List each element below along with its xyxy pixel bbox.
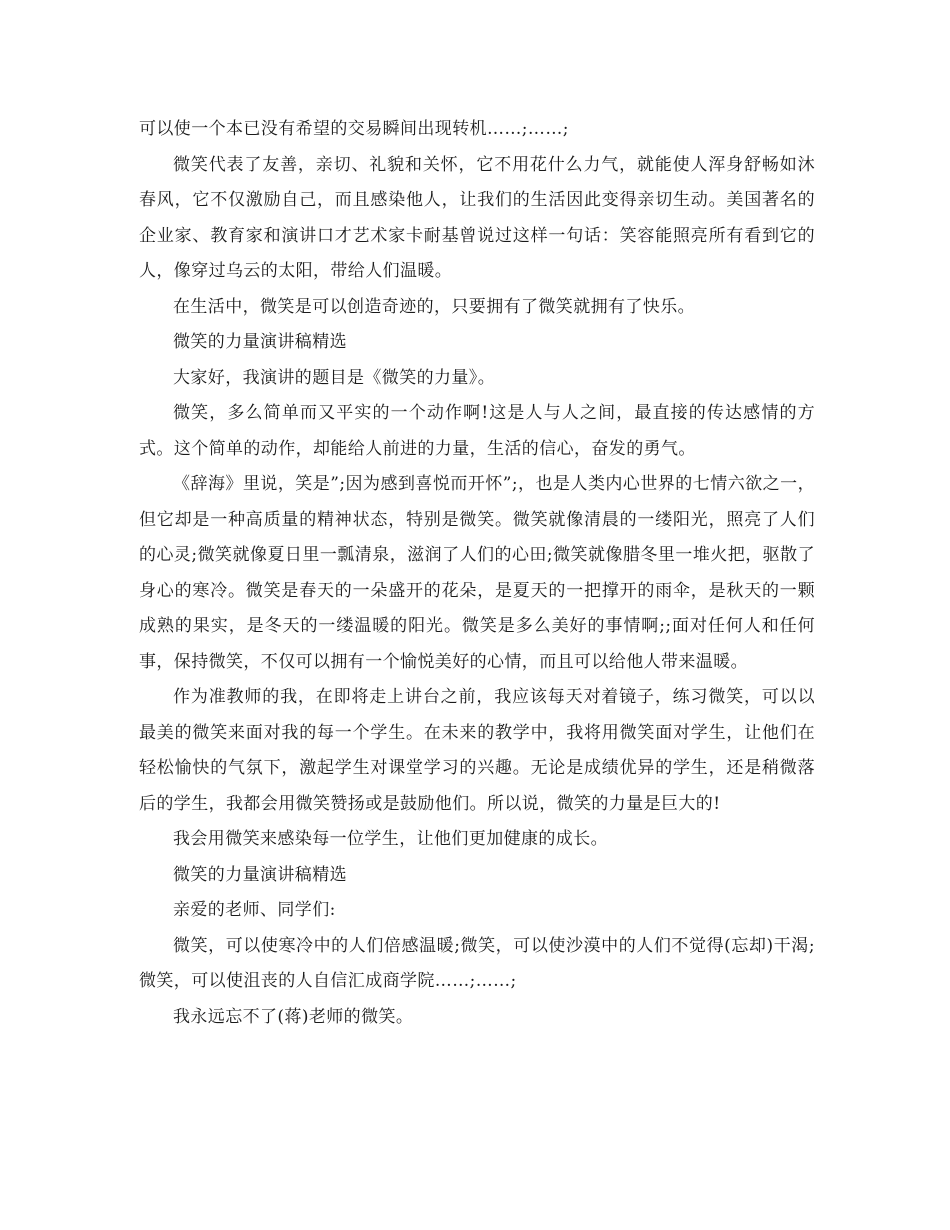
paragraph-smile-warmth: 微笑，可以使寒冷中的人们倍感温暖;微笑，可以使沙漠中的人们不觉得(忘却)干渴;微笑，可以使沮丧的人自信汇成商学院……;……; <box>139 935 815 991</box>
paragraph-remember-teacher: 我永远忘不了(蒋)老师的微笑。 <box>173 1006 414 1027</box>
paragraph-smile-miracle: 在生活中，微笑是可以创造奇迹的，只要拥有了微笑就拥有了快乐。 <box>173 296 695 317</box>
paragraph-teacher: 作为准教师的我，在即将走上讲台之前，我应该每天对着镜子，练习微笑，可以以最美的微笑来面对我的每一个学生。在未来的教学中，我将用微笑面对学生，让他们在轻松愉快的气氛下，激起学生对课堂学习的兴趣。无论是成绩优异的学生，还是稍微落后的学生，我都会用微笑赞扬或是鼓励他们。所以说，微笑的力量是巨大的! <box>139 687 815 814</box>
paragraph-continuation: 可以使一个本已没有希望的交易瞬间出现转机……;……; <box>139 119 569 139</box>
paragraph-simple-action: 微笑，多么简单而又平实的一个动作啊!这是人与人之间，最直接的传达感情的方式。这个简单的动作，却能给人前进的力量，生活的信心，奋发的勇气。 <box>139 403 815 459</box>
paragraph-cihai: 《辞海》里说，笑是”;因为感到喜悦而开怀”;，也是人类内心世界的七情六欲之一，但它却是一种高质量的精神状态，特别是微笑。微笑就像清晨的一缕阳光，照亮了人们的心灵;微笑就像夏日里一瓢清泉，滋润了人们的心田;微笑就像腊冬里一堆火把，驱散了身心的寒冷。微笑是春天的一朵盛开的花朵，是夏天的一把撑开的雨伞，是秋天的一颗成熟的果实，是冬天的一缕温暖的阳光。微笑是多么美好的事情啊;;面对任何人和任何事，保持微笑，不仅可以拥有一个愉悦美好的心情，而且可以给他人带来温暖。 <box>139 474 815 672</box>
section-heading: 微笑的力量演讲稿精选 <box>173 332 347 352</box>
document-body <box>139 112 815 1035</box>
paragraph-salutation: 亲爱的老师、同学们: <box>173 900 336 920</box>
paragraph-influence: 我会用微笑来感染每一位学生，让他们更加健康的成长。 <box>173 829 608 849</box>
section-heading: 微笑的力量演讲稿精选 <box>173 864 347 885</box>
paragraph-smile-friendliness: 微笑代表了友善，亲切、礼貌和关怀，它不用花什么力气，就能使人浑身舒畅如沐春风，它不仅激励自己，而且感染他人，让我们的生活因此变得亲切生动。美国著名的企业家、教育家和演讲口才艺术家卡耐基曾说过这样一句话：笑容能照亮所有看到它的人，像穿过乌云的太阳，带给人们温暖。 <box>139 154 815 281</box>
paragraph-greeting: 大家好，我演讲的题目是《微笑的力量》。 <box>173 367 496 388</box>
